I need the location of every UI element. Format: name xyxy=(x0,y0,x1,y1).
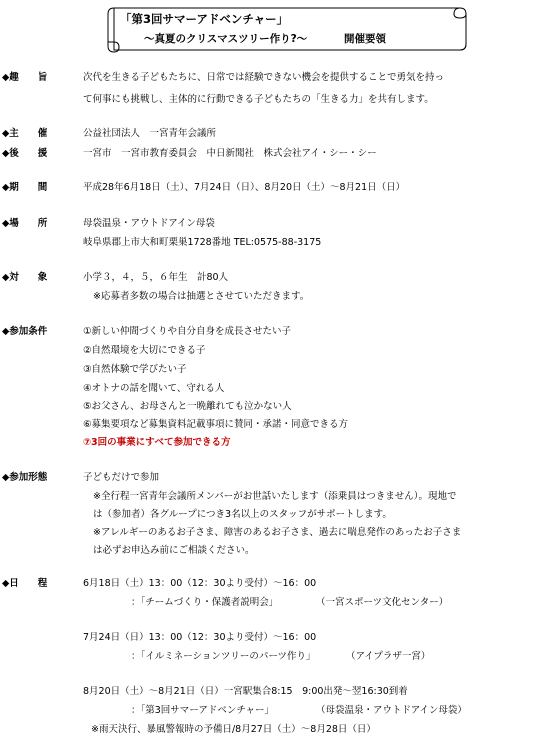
organizer-text: 公益社団法人 一宮青年会議所 xyxy=(83,128,217,139)
form-note: ※アレルギーのあるお子さま、障害のあるお子さま、過去に喘息発作のあったお子さま xyxy=(93,527,462,538)
condition-item: ①新しい仲間づくりや自分自身を成長させたい子 xyxy=(83,326,292,337)
target-note: ※応募者多数の場合は抽選とさせていただきます。 xyxy=(93,291,310,302)
schedule-title: ：「イルミネーションツリーのパーツ作り」 xyxy=(131,651,316,662)
condition-item: ③自然体験で学びたい子 xyxy=(83,364,187,375)
schedule-venue: （一宮スポーツ文化センター） xyxy=(316,597,449,608)
condition-item: ⑥募集要項など募集資料記載事項に賛同・承諾・同意できる方 xyxy=(83,419,349,430)
condition-emphasis: ⑦3回の事業にすべて参加できる方 xyxy=(83,437,231,448)
form-note: ※全行程一宮青年会議所メンバーがお世話いたします（添乗員はつきません）。現地で xyxy=(93,491,457,502)
form-note: は（参加者）各グループにつき3名以上のスタッフがサポートします。 xyxy=(93,509,392,520)
condition-item: ②自然環境を大切にできる子 xyxy=(83,345,206,356)
target-label: ◆対 象 xyxy=(2,272,48,283)
target-text: 小学３，４，５，６年生 計80人 xyxy=(83,272,229,283)
doc-type-label: 開催要領 xyxy=(344,33,386,45)
conditions-label: ◆参加条件 xyxy=(2,326,48,337)
condition-item: ④オトナの話を聞いて、守れる人 xyxy=(83,383,225,394)
place-address: 岐阜県郡上市大和町栗巣1728番地 TEL:0575-88-3175 xyxy=(83,237,322,248)
purpose-line-2: て何事にも挑戦し、主体的に行動できる子どもたちの「生きる力」を共有します。 xyxy=(83,94,434,105)
title-banner xyxy=(104,4,470,56)
schedule-note: ※雨天決行、暴風警報時の予備日/8月27日（土）～8月28日（日） xyxy=(91,724,376,735)
period-label: ◆期 間 xyxy=(2,182,48,193)
purpose-label: ◆趣 旨 xyxy=(2,72,48,83)
page-title: 「第3回サマーアドベンチャー」 xyxy=(120,12,289,26)
support-text: 一宮市 一宮市教育委員会 中日新聞社 株式会社アイ・シー・シー xyxy=(83,148,377,159)
schedule-venue: （母袋温泉・アウトドアイン母袋） xyxy=(316,705,467,716)
form-text: 子どもだけで参加 xyxy=(83,472,160,483)
organizer-label: ◆主 催 xyxy=(2,128,48,139)
page-subtitle: ～真夏のクリスマスツリー作り?～ xyxy=(144,33,308,45)
schedule-venue: （アイプラザ一宮） xyxy=(346,651,431,662)
support-label: ◆後 援 xyxy=(2,148,48,159)
condition-item: ⑤お父さん、お母さんと一晩離れても泣かない人 xyxy=(83,401,292,412)
schedule-title: ：「チームづくり・保護者説明会」 xyxy=(131,597,279,608)
place-label: ◆場 所 xyxy=(2,218,48,229)
schedule-date: 8月20日（土）～8月21日（日）一宮駅集合8:15 9:00出発～翌16:30到着 xyxy=(83,686,408,697)
period-text: 平成28年6月18日（土）、7月24日（日）、8月20日（土）～8月21日（日） xyxy=(83,182,406,193)
form-label: ◆参加形態 xyxy=(2,472,48,483)
schedule-title: ：「第3回サマーアドベンチャー」 xyxy=(131,705,275,716)
form-note: は必ずお申込み前にご相談ください。 xyxy=(93,545,255,556)
place-name: 母袋温泉・アウトドアイン母袋 xyxy=(83,218,215,229)
purpose-line-1: 次代を生きる子どもたちに、日常では経験できない機会を提供することで勇気を持っ xyxy=(83,72,445,83)
schedule-date: 7月24日（日）13：00（12：30より受付）～16：00 xyxy=(83,632,317,643)
schedule-label: ◆日 程 xyxy=(2,578,48,589)
schedule-date: 6月18日（土）13：00（12：30より受付）～16：00 xyxy=(83,578,317,589)
